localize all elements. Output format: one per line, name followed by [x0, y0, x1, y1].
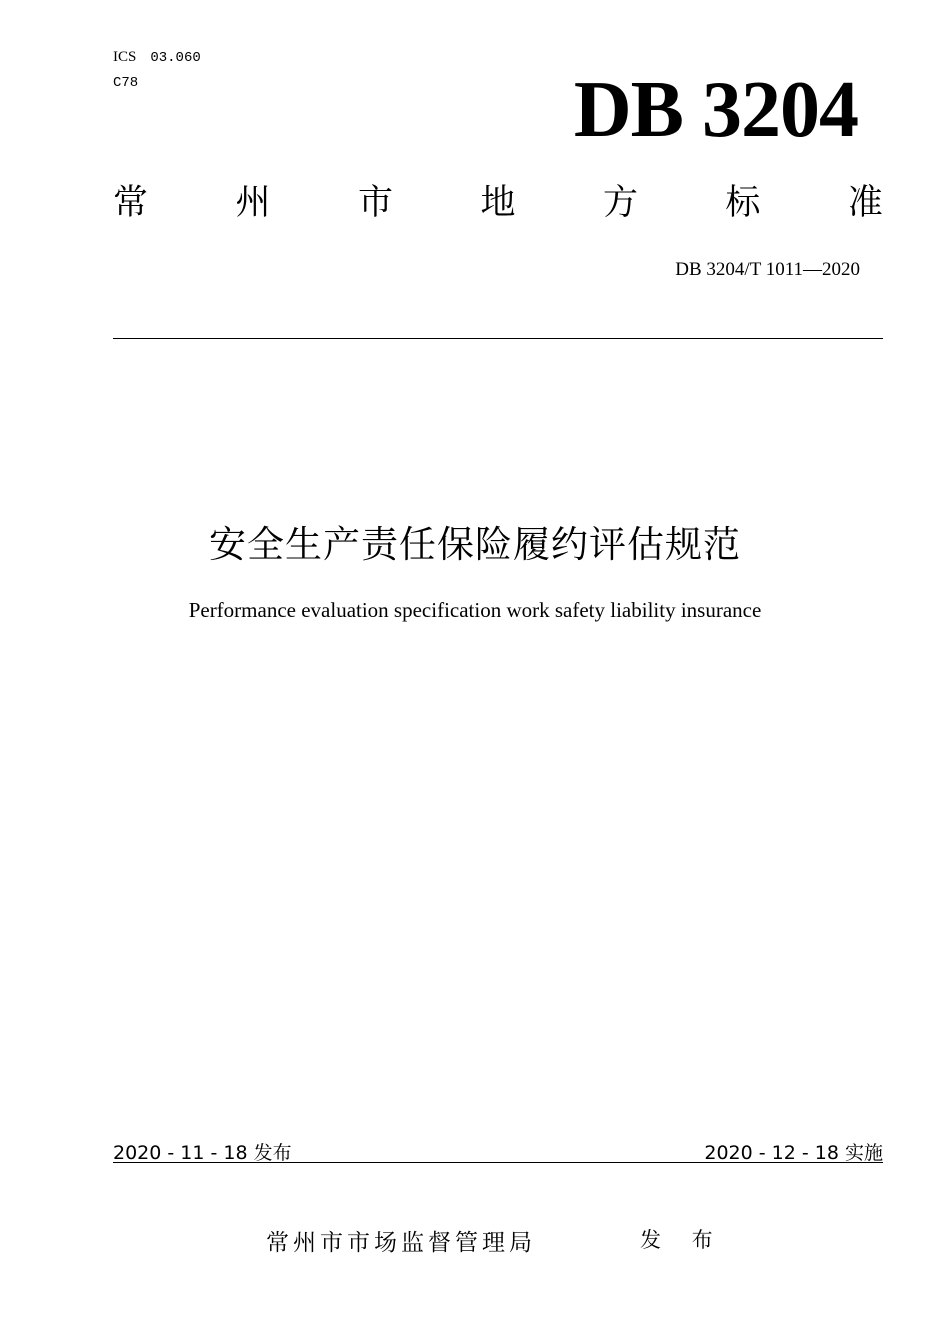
standard-type-char: 州 — [235, 183, 271, 223]
issue-label: 发 布 — [640, 1228, 725, 1252]
standard-number: DB 3204/T 1011—2020 — [675, 259, 860, 280]
document-title-english: Performance evaluation specification work safety liability insurance — [188, 598, 762, 622]
ics-label: ICS — [113, 49, 137, 65]
ccs-code: C78 — [113, 75, 139, 91]
implementation-date: 2020 - 12 - 18 实施 — [704, 1142, 883, 1164]
standard-type-char: 常 — [113, 183, 149, 223]
issuing-authority: 常州市市场监督管理局 — [266, 1230, 536, 1256]
standard-type-heading — [113, 183, 883, 223]
ics-classification — [113, 49, 201, 66]
ics-code: 03.060 — [150, 50, 201, 66]
standard-type-char: 方 — [602, 183, 638, 223]
bottom-divider — [113, 1162, 883, 1163]
standard-type-char: 市 — [357, 183, 393, 223]
standard-type-char: 标 — [725, 183, 761, 223]
issue-date: 2020 - 11 - 18 发布 — [113, 1142, 292, 1164]
document-title-chinese: 安全生产责任保险履约评估规范 — [209, 523, 741, 566]
top-divider — [113, 338, 883, 339]
standard-code-logo: DB 3204 — [573, 66, 858, 154]
standard-type-char: 准 — [847, 183, 883, 223]
standard-type-char: 地 — [480, 183, 516, 223]
